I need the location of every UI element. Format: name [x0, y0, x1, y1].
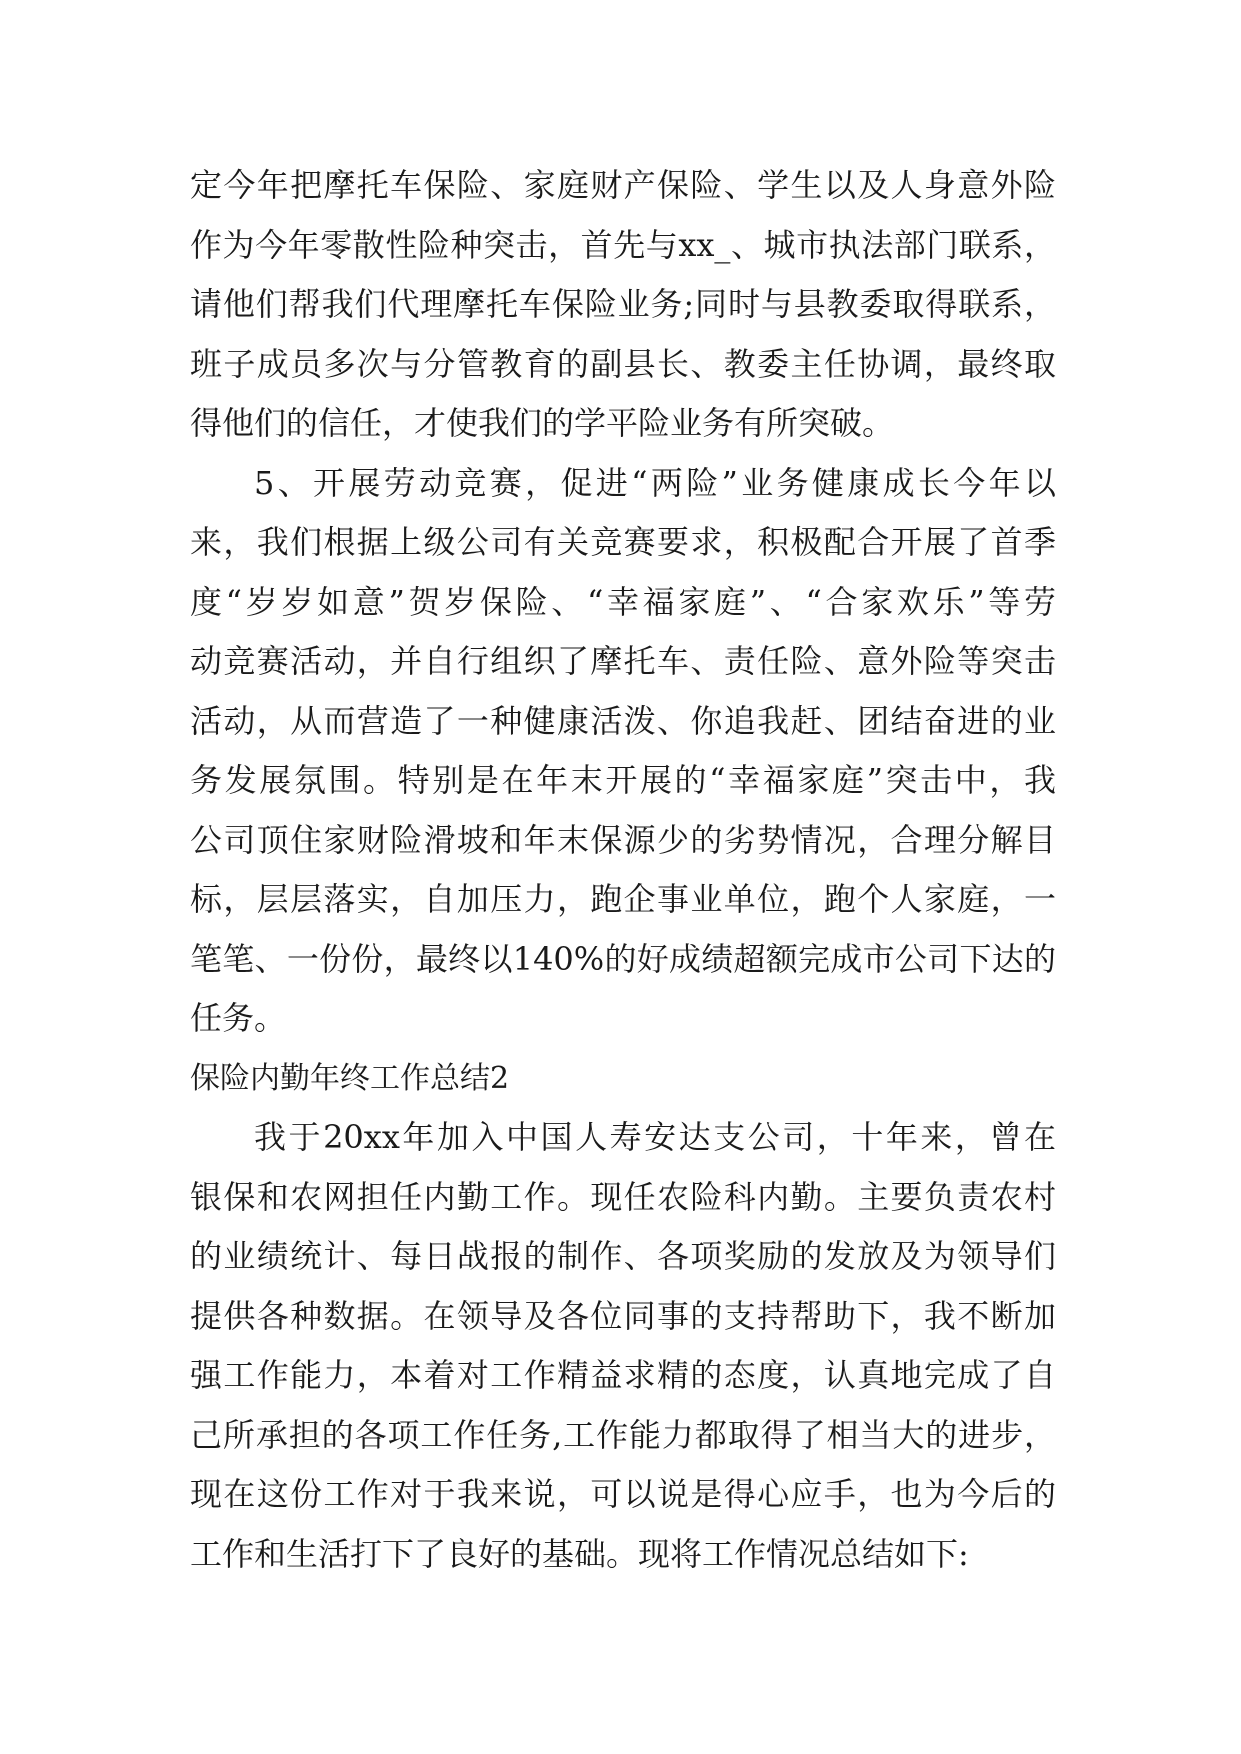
text-line: 现在这份工作对于我来说，可以说是得心应手，也为今后的 — [190, 1475, 1056, 1513]
text-line: 度“岁岁如意”贺岁保险、“幸福家庭”、“合家欢乐”等劳 — [190, 582, 1056, 621]
text-line: 银保和农网担任内勤工作。现任农险科内勤。主要负责农村 — [190, 1177, 1056, 1216]
text-line: 请他们帮我们代理摩托车保险业务;同时与县教委取得联系， — [190, 285, 1056, 323]
paragraph-first-line: 5、开展劳动竞赛，促进“两险”业务健康成长今年以 — [254, 463, 1056, 502]
text-line: 班子成员多次与分管教育的副县长、教委主任协调，最终取 — [190, 344, 1056, 383]
text-line: 来，我们根据上级公司有关竞赛要求，积极配合开展了首季 — [190, 523, 1056, 561]
text-line: 笔笔、一份份，最终以140%的好成绩超额完成市公司下达的 — [190, 939, 1056, 978]
document-page — [190, 156, 1056, 1584]
text-line: 提供各种数据。在领导及各位同事的支持帮助下，我不断加 — [190, 1296, 1056, 1335]
paragraph-first-line: 我于20xx年加入中国人寿安达支公司，十年来，曾在 — [254, 1118, 1056, 1156]
text-line: 的业绩统计、每日战报的制作、各项奖励的发放及为领导们 — [190, 1237, 1056, 1275]
text-line: 标，层层落实，自加压力，跑企事业单位，跑个人家庭，一 — [190, 880, 1056, 918]
text-line: 活动，从而营造了一种健康活泼、你追我赶、团结奋进的业 — [190, 701, 1056, 740]
text-line: 任务。 — [190, 999, 287, 1037]
text-line: 动竞赛活动，并自行组织了摩托车、责任险、意外险等突击 — [190, 642, 1056, 680]
text-line: 己所承担的各项工作任务,工作能力都取得了相当大的进步， — [190, 1415, 1056, 1454]
text-line: 作为今年零散性险种突击，首先与xx_、城市执法部门联系， — [190, 225, 1056, 264]
text-line: 公司顶住家财险滑坡和年末保源少的劣势情况，合理分解目 — [190, 820, 1056, 859]
text-line: 工作和生活打下了良好的基础。现将工作情况总结如下: — [190, 1534, 969, 1573]
text-line: 得他们的信任，才使我们的学平险业务有所突破。 — [190, 404, 895, 442]
text-line: 定今年把摩托车保险、家庭财产保险、学生以及人身意外险 — [190, 166, 1056, 204]
text-line: 强工作能力，本着对工作精益求精的态度，认真地完成了自 — [190, 1356, 1056, 1394]
section-heading: 保险内勤年终工作总结2 — [190, 1060, 510, 1096]
text-line: 务发展氛围。特别是在年末开展的“幸福家庭”突击中，我 — [190, 761, 1056, 799]
